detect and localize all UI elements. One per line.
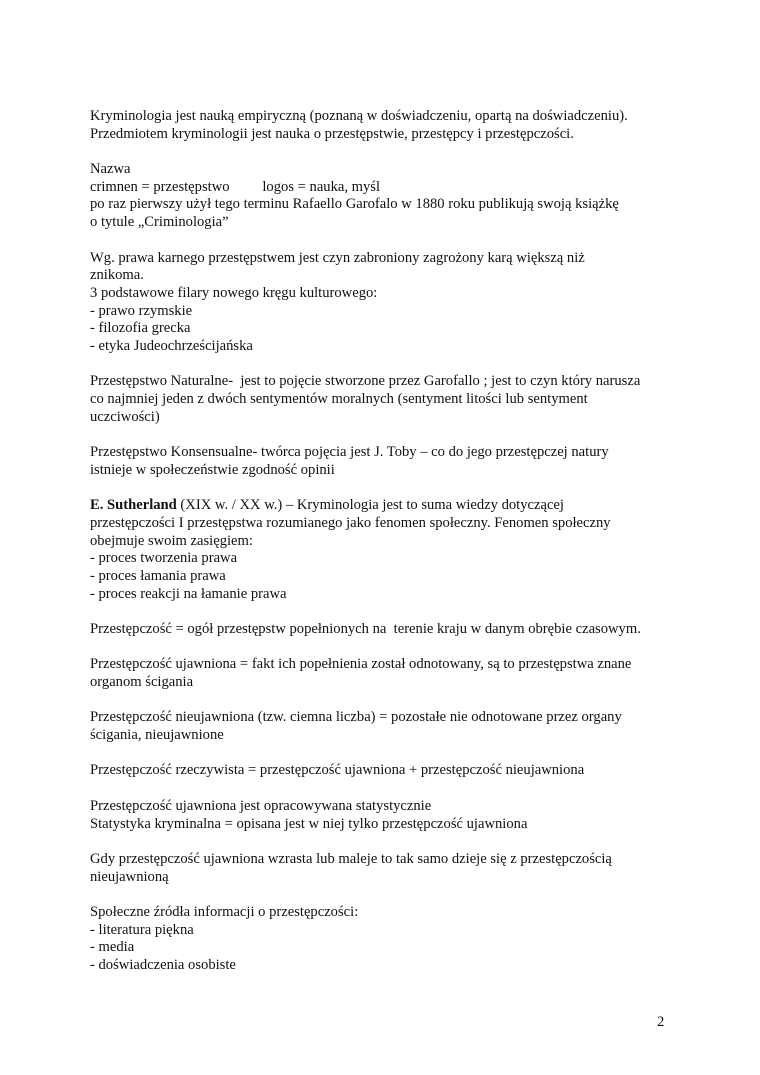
paragraph-unreported-crime <box>90 709 680 744</box>
text-line: nieujawnioną <box>90 868 169 885</box>
text-line: Przestępstwo Naturalne- jest to pojęcie stworzone przez Garofallo ; jest to czyn który narusza <box>90 373 641 390</box>
paragraph-gap <box>90 639 680 657</box>
text-line: Przestępczość = ogół przestępstw popełnionych na terenie kraju w danym obrębie czasowym. <box>90 620 641 637</box>
paragraph-correlation <box>90 851 680 886</box>
paragraph-reported-crime <box>90 656 680 691</box>
paragraph-gap <box>90 356 680 374</box>
paragraph-gap <box>90 780 680 798</box>
list-item: - prawo rzymskie <box>90 302 193 319</box>
list-item: - etyka Judeochrześcijańska <box>90 337 253 354</box>
paragraph-gap <box>90 833 680 851</box>
text-line: Przestępczość nieujawniona (tzw. ciemna liczba) = pozostałe nie odnotowane przez organy <box>90 709 622 726</box>
list-item: - doświadczenia osobiste <box>90 957 236 973</box>
paragraph-statistics <box>90 798 680 833</box>
text-line: crimnen = przestępstwo logos = nauka, myśl <box>90 178 381 195</box>
paragraph-definition <box>90 108 680 143</box>
text-line: o tytule „Criminologia” <box>90 214 229 231</box>
paragraph-consensual-crime <box>90 444 680 479</box>
list-item: - filozofia grecka <box>90 320 191 337</box>
text-line: istnieje w społeczeństwie zgodność opinii <box>90 461 335 478</box>
paragraph-natural-crime <box>90 373 680 426</box>
text-line: organom ścigania <box>90 674 194 690</box>
text-line: Statystyka kryminalna = opisana jest w niej tylko przestępczość ujawniona <box>90 815 528 832</box>
text-line: Kryminologia jest nauką empiryczną (poznaną w doświadczeniu, opartą na doświadczeniu). <box>90 108 628 124</box>
paragraph-gap <box>90 745 680 763</box>
text-line: ścigania, nieujawnione <box>90 727 224 744</box>
list-item: - proces reakcji na łamanie prawa <box>90 585 287 602</box>
paragraph-gap <box>90 232 680 250</box>
text-line: Przestępstwo Konsensualne- twórca pojęcia jest J. Toby – co do jego przestępczej natury <box>90 444 609 461</box>
paragraph-crime-definition <box>90 621 680 639</box>
text-line <box>90 497 680 515</box>
list-item: - literatura piękna <box>90 921 194 938</box>
paragraph-gap <box>90 143 680 161</box>
paragraph-name-origin <box>90 161 680 232</box>
text-line: 3 podstawowe filary nowego kręgu kulturowego: <box>90 284 378 301</box>
paragraph-criminal-law <box>90 250 680 356</box>
text-line: co najmniej jeden z dwóch sentymentów moralnych (sentyment litości lub sentyment <box>90 391 588 407</box>
paragraph-actual-crime <box>90 762 680 780</box>
text-line: po raz pierwszy użył tego terminu Rafaello Garofalo w 1880 roku publikują swoją książkę <box>90 196 619 213</box>
paragraph-sources <box>90 904 680 975</box>
text-line: Przedmiotem kryminologii jest nauka o przestępstwie, przestępcy i przestępczości. <box>90 125 574 142</box>
paragraph-gap <box>90 603 680 621</box>
text-line: znikoma. <box>90 267 144 284</box>
paragraph-gap <box>90 479 680 497</box>
document-body <box>90 108 680 975</box>
text-fragment: (XIX w. / XX w.) – Kryminologia jest to suma wiedzy dotyczącej <box>176 497 564 514</box>
author-name: E. Sutherland <box>90 497 177 514</box>
text-line: Gdy przestępczość ujawniona wzrasta lub maleje to tak samo dzieje się z przestępczością <box>90 850 612 867</box>
text-line: Przestępczość rzeczywista = przestępczość ujawniona + przestępczość nieujawniona <box>90 762 585 779</box>
paragraph-sutherland <box>90 497 680 603</box>
list-item: - proces tworzenia prawa <box>90 550 238 567</box>
list-item: - proces łamania prawa <box>90 567 226 584</box>
list-item: - media <box>90 939 135 956</box>
paragraph-gap <box>90 886 680 904</box>
page-number: 2 <box>657 1014 665 1030</box>
paragraph-gap <box>90 692 680 710</box>
text-line: Przestępczość ujawniona jest opracowywana statystycznie <box>90 797 432 814</box>
text-line: uczciwości) <box>90 408 160 425</box>
text-line: Nazwa <box>90 161 131 178</box>
text-line: przestępczości I przestępstwa rozumianego jako fenomen społeczny. Fenomen społeczny <box>90 514 611 531</box>
text-line: Wg. prawa karnego przestępstwem jest czyn zabroniony zagrożony karą większą niż <box>90 249 585 266</box>
text-line: Społeczne źródła informacji o przestępczości: <box>90 903 359 920</box>
paragraph-gap <box>90 426 680 444</box>
text-line: Przestępczość ujawniona = fakt ich popełnienia został odnotowany, są to przestępstwa znane <box>90 656 632 673</box>
text-line: obejmuje swoim zasięgiem: <box>90 532 253 549</box>
